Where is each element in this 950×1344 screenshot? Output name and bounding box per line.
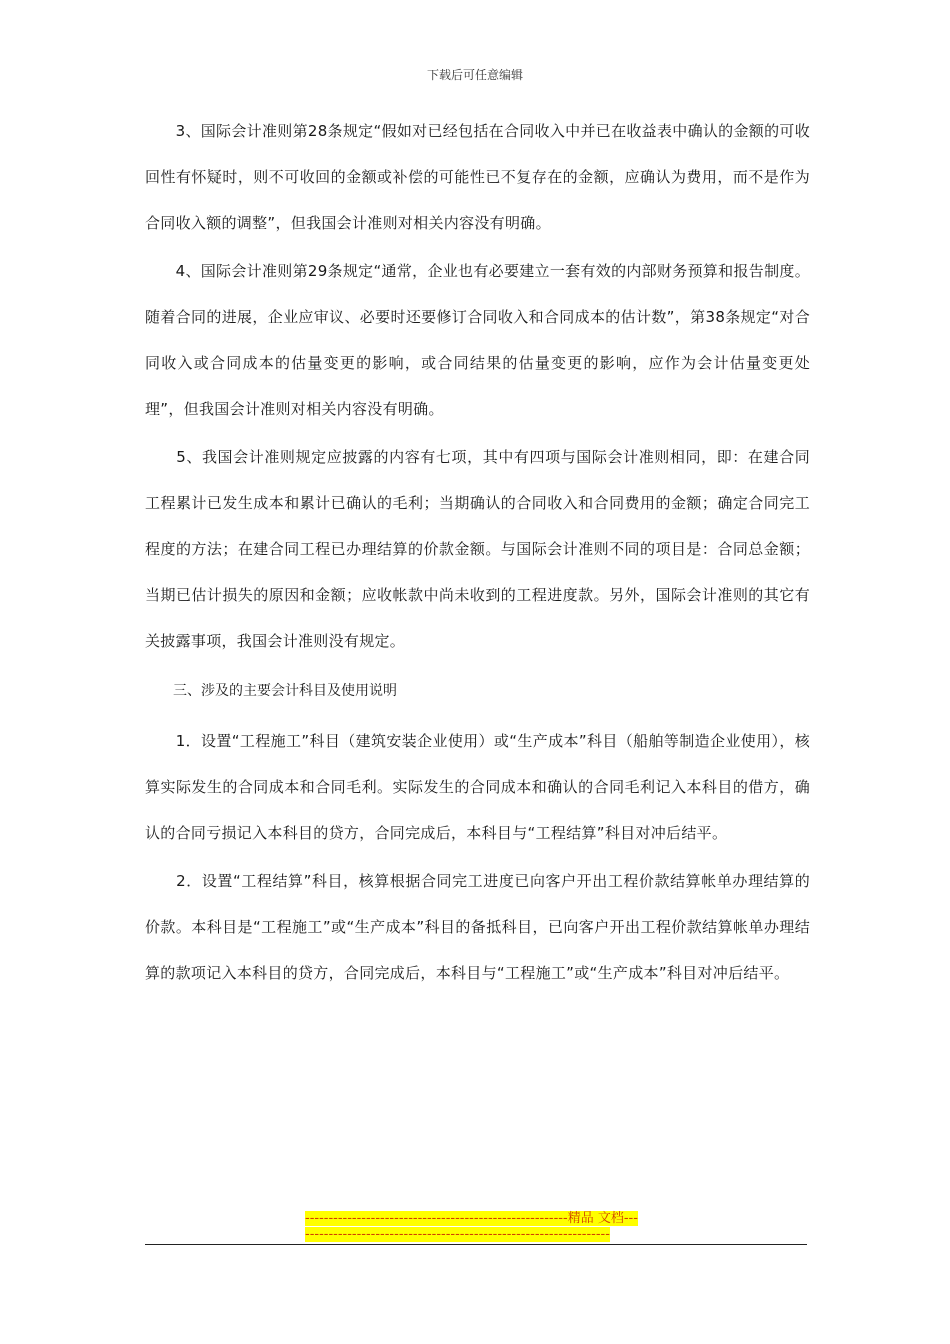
paragraph-4: 4、国际会计准则第29条规定“通常，企业也有必要建立一套有效的内部财务预算和报告制度。随着合同的进展，企业应审议、必要时还要修订合同收入和合同成本的估计数”，第38条规定“对合同收入或合同成本的估量变更的影响，或合同结果的估量变更的影响，应作为会计估量变更处理”，但我国会计准则对相关内容没有明确。 bbox=[145, 262, 810, 418]
footer-divider bbox=[145, 1244, 807, 1245]
footer-text: --------------------------------------------------------精品 文档-------------------------------------------------------------------- bbox=[305, 1211, 638, 1242]
footer-watermark bbox=[305, 1211, 641, 1243]
paragraph-5: 5、我国会计准则规定应披露的内容有七项，其中有四项与国际会计准则相同，即：在建合同工程累计已发生成本和累计已确认的毛利；当期确认的合同收入和合同费用的金额；确定合同完工程度的方法；在建合同工程已办理结算的价款金额。与国际会计准则不同的项目是：合同总金额；当期已估计损失的原因和金额；应收帐款中尚未收到的工程进度款。另外，国际会计准则的其它有关披露事项，我国会计准则没有规定。 bbox=[145, 448, 810, 650]
document-body bbox=[145, 108, 810, 998]
paragraph-item-2: 2．设置“工程结算”科目，核算根据合同完工进度已向客户开出工程价款结算帐单办理结算的价款。本科目是“工程施工”或“生产成本”科目的备抵科目，已向客户开出工程价款结算帐单办理结算的款项记入本科目的贷方，合同完成后，本科目与“工程施工”或“生产成本”科目对冲后结平。 bbox=[145, 872, 810, 982]
section-heading: 三、涉及的主要会计科目及使用说明 bbox=[145, 683, 397, 699]
paragraph-item-1: 1．设置“工程施工”科目（建筑安装企业使用）或“生产成本”科目（船舶等制造企业使用），核算实际发生的合同成本和合同毛利。实际发生的合同成本和确认的合同毛利记入本科目的借方，确认的合同亏损记入本科目的贷方，合同完成后，本科目与“工程结算”科目对冲后结平。 bbox=[145, 732, 810, 842]
page-header: 下载后可任意编辑 bbox=[426, 68, 523, 82]
paragraph-3: 3、国际会计准则第28条规定“假如对已经包括在合同收入中并已在收益表中确认的金额的可收回性有怀疑时，则不可收回的金额或补偿的可能性已不复存在的金额，应确认为费用，而不是作为合同收入额的调整”，但我国会计准则对相关内容没有明确。 bbox=[145, 122, 810, 232]
